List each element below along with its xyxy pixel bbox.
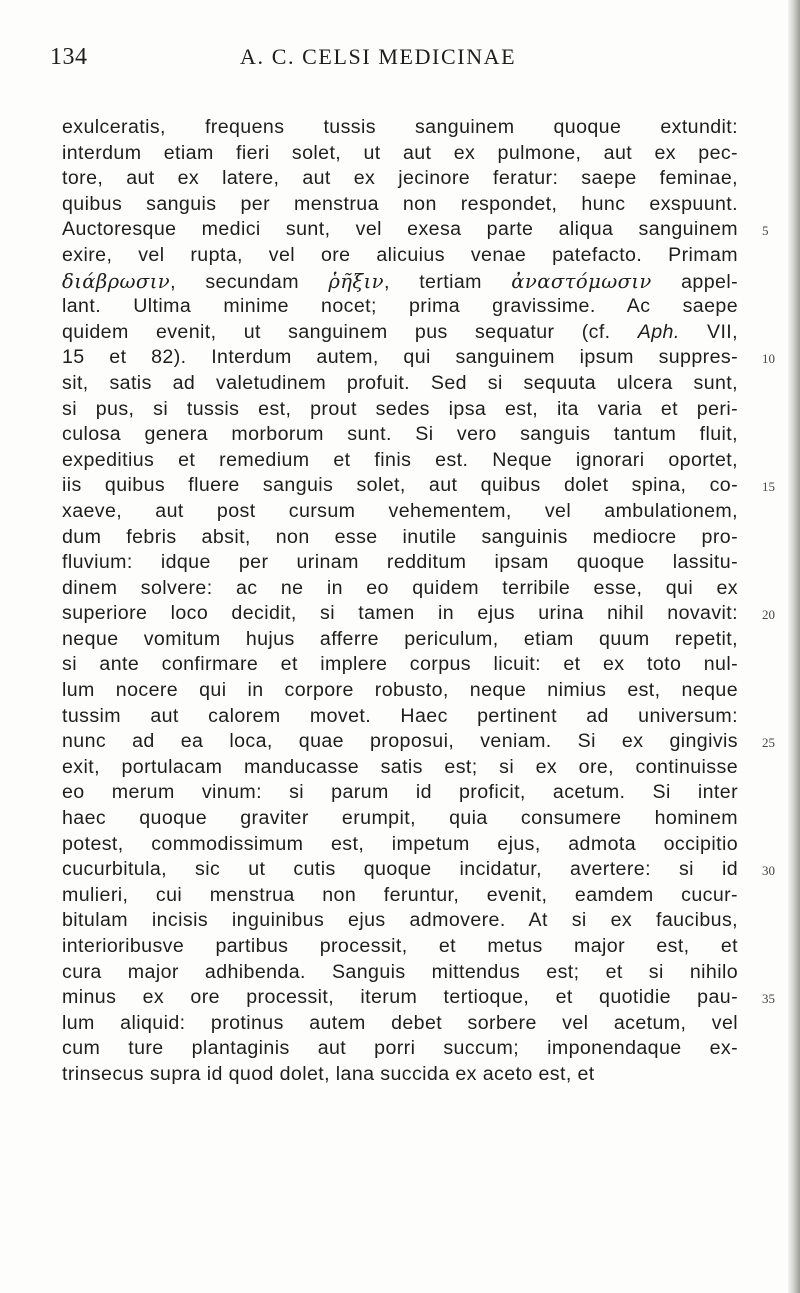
text-line: xaeve, aut post cursum vehementem, vel ambulationem, [62, 499, 738, 522]
running-title: A. C. CELSI MEDICINAE [240, 44, 517, 69]
margin-line-number: 30 [762, 863, 775, 879]
margin-line-number: 10 [762, 351, 775, 367]
text-line: cura major adhibenda. Sanguis mittendus est; et si nihilo [62, 960, 738, 983]
text-line: lant. Ultima minime nocet; prima gravissime. Ac saepe [62, 295, 738, 318]
text-line: si ante confirmare et implere corpus licuit: et ex toto nul- [62, 653, 738, 676]
margin-line-number: 5 [762, 223, 769, 239]
text-line: cum ture plantaginis aut porri succum; imponendaque ex- [62, 1037, 738, 1060]
margin-line-number: 25 [762, 735, 775, 751]
text-line: mulieri, cui menstrua non feruntur, evenit, eamdem cucur- [62, 883, 738, 906]
text-line: si pus, si tussis est, prout sedes ipsa est, ita varia et peri- [62, 397, 738, 420]
text-line: interioribusve partibus processit, et metus major est, et [62, 935, 738, 957]
text-line: fluvium: idque per urinam redditum ipsam quoque lassitu- [62, 551, 738, 574]
greek-term: ῥῆξιν [328, 269, 384, 293]
citation-reference: Aph. [637, 320, 680, 343]
text-line: culosa genera morborum sunt. Si vero sanguis tantum fluit, [62, 423, 738, 446]
text-segment: VII, [679, 320, 738, 343]
text-line: iis quibus fluere sanguis solet, aut quibus dolet spina, co- [62, 474, 738, 497]
text-line [62, 320, 738, 346]
text-line: haec quoque graviter erumpit, quia consumere hominem [62, 807, 738, 830]
page-number: 134 [50, 44, 88, 70]
text-segment: quidem evenit, ut sanguinem pus sequatur (cf. [62, 320, 638, 343]
running-head [50, 44, 750, 74]
text-line: trinsecus supra id quod dolet, lana succida ex aceto est, et [62, 1062, 595, 1085]
text-line [62, 269, 738, 295]
text-line: exit, portulacam manducasse satis est; si ex ore, continuisse [62, 755, 738, 778]
text-line: quibus sanguis per menstrua non respondet, hunc exspuunt. [62, 192, 738, 215]
text-line: Auctoresque medici sunt, vel exesa parte aliqua sanguinem [62, 218, 738, 241]
text-line: sit, satis ad valetudinem profuit. Sed si sequuta ulcera sunt, [62, 371, 738, 394]
text-segment: appel- [651, 270, 738, 293]
text-line: tussim aut calorem movet. Haec pertinent ad universum: [62, 704, 738, 727]
text-line: dum febris absit, non esse inutile sanguinis mediocre pro- [62, 525, 738, 548]
greek-term: ἀναστόμωσιν [511, 269, 652, 293]
margin-line-numbers [762, 115, 792, 1115]
text-line: exulceratis, frequens tussis sanguinem quoque extundit: [62, 116, 738, 138]
text-line: 15 et 82). Interdum autem, qui sanguinem ipsum suppres- [62, 346, 738, 369]
body-text [62, 115, 738, 1088]
text-line: lum aliquid: protinus autem debet sorbere vel acetum, vel [62, 1011, 738, 1034]
text-segment: , secundam [170, 270, 329, 293]
text-line: neque vomitum hujus afferre periculum, etiam quum repetit, [62, 627, 738, 650]
greek-term: διάβρωσιν [62, 269, 171, 293]
text-line: tore, aut ex latere, aut ex jecinore feratur: saepe feminae, [62, 167, 738, 190]
text-line: eo merum vinum: si parum id proficit, acetum. Si inter [62, 781, 738, 804]
text-line: interdum etiam fieri solet, ut aut ex pulmone, aut ex pec- [62, 141, 738, 164]
text-line: exire, vel rupta, vel ore alicuius venae patefacto. Primam [62, 243, 738, 266]
text-line: nunc ad ea loca, quae proposui, veniam. Si ex gingivis [62, 730, 738, 753]
text-line: bitulam incisis inguinibus ejus admovere. At si ex faucibus, [62, 909, 738, 932]
text-line: minus ex ore processit, iterum tertioque, et quotidie pau- [62, 986, 738, 1009]
text-line: superiore loco decidit, si tamen in ejus urina nihil novavit: [62, 602, 738, 625]
text-segment: , tertiam [383, 270, 512, 293]
text-line: cucurbitula, sic ut cutis quoque incidatur, avertere: si id [62, 858, 738, 881]
margin-line-number: 15 [762, 479, 775, 495]
text-line: dinem solvere: ac ne in eo quidem terribile esse, qui ex [62, 576, 738, 599]
text-line: expeditius et remedium et finis est. Neque ignorari oportet, [62, 448, 738, 471]
margin-line-number: 20 [762, 607, 775, 623]
text-line: lum nocere qui in corpore robusto, neque nimius est, neque [62, 679, 738, 702]
margin-line-number: 35 [762, 991, 775, 1007]
text-line: potest, commodissimum est, impetum ejus, admota occipitio [62, 832, 738, 855]
